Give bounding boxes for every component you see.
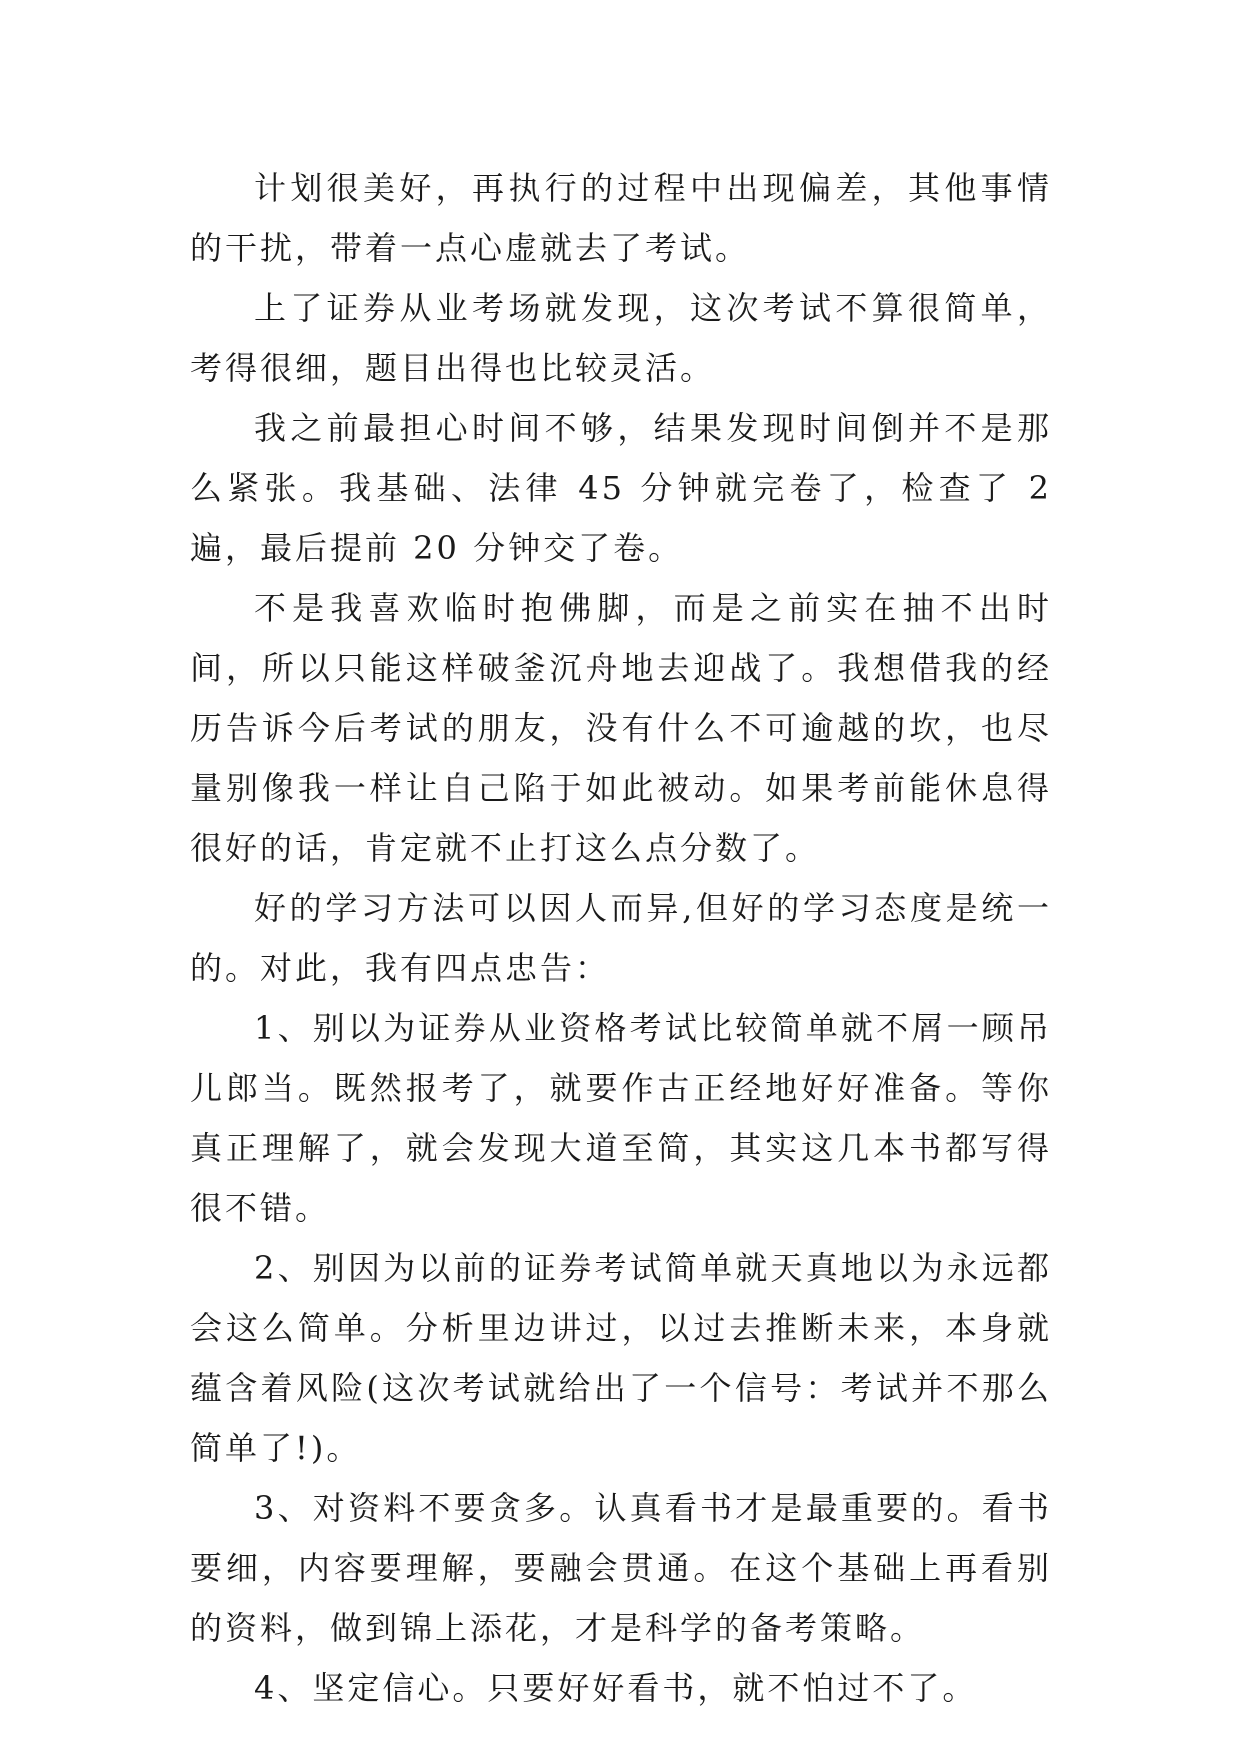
paragraph-1: 计划很美好，再执行的过程中出现偏差，其他事情的干扰，带着一点心虚就去了考试。	[190, 169, 1052, 267]
paragraph-4: 不是我喜欢临时抱佛脚，而是之前实在抽不出时间，所以只能这样破釜沉舟地去迎战了。我想借我的经历告诉今后考试的朋友，没有什么不可逾越的坎，也尽量别像我一样让自己陷于如此被动。如果考前能休息得很好的话，肯定就不止打这么点分数了。	[190, 589, 1052, 867]
paragraph-5: 好的学习方法可以因人而异,但好的学习态度是统一的。对此，我有四点忠告：	[190, 889, 1052, 987]
advice-item-2: 2、别因为以前的证券考试简单就天真地以为永远都会这么简单。分析里边讲过，以过去推断未来，本身就蕴含着风险(这次考试就给出了一个信号：考试并不那么简单了!)。	[190, 1249, 1052, 1467]
paragraph-3: 我之前最担心时间不够，结果发现时间倒并不是那么紧张。我基础、法律 45 分钟就完卷了，检查了 2 遍，最后提前 20 分钟交了卷。	[190, 409, 1052, 567]
paragraph-2: 上了证券从业考场就发现，这次考试不算很简单，考得很细，题目出得也比较灵活。	[190, 289, 1052, 387]
advice-item-4: 4、坚定信心。只要好好看书，就不怕过不了。	[254, 1669, 978, 1707]
advice-item-1: 1、别以为证券从业资格考试比较简单就不屑一顾吊儿郎当。既然报考了，就要作古正经地好好准备。等你真正理解了，就会发现大道至简，其实这几本书都写得很不错。	[190, 1009, 1052, 1227]
advice-item-3: 3、对资料不要贪多。认真看书才是最重要的。看书要细，内容要理解，要融会贯通。在这个基础上再看别的资料，做到锦上添花，才是科学的备考策略。	[190, 1489, 1052, 1647]
document-body	[190, 158, 1052, 1718]
